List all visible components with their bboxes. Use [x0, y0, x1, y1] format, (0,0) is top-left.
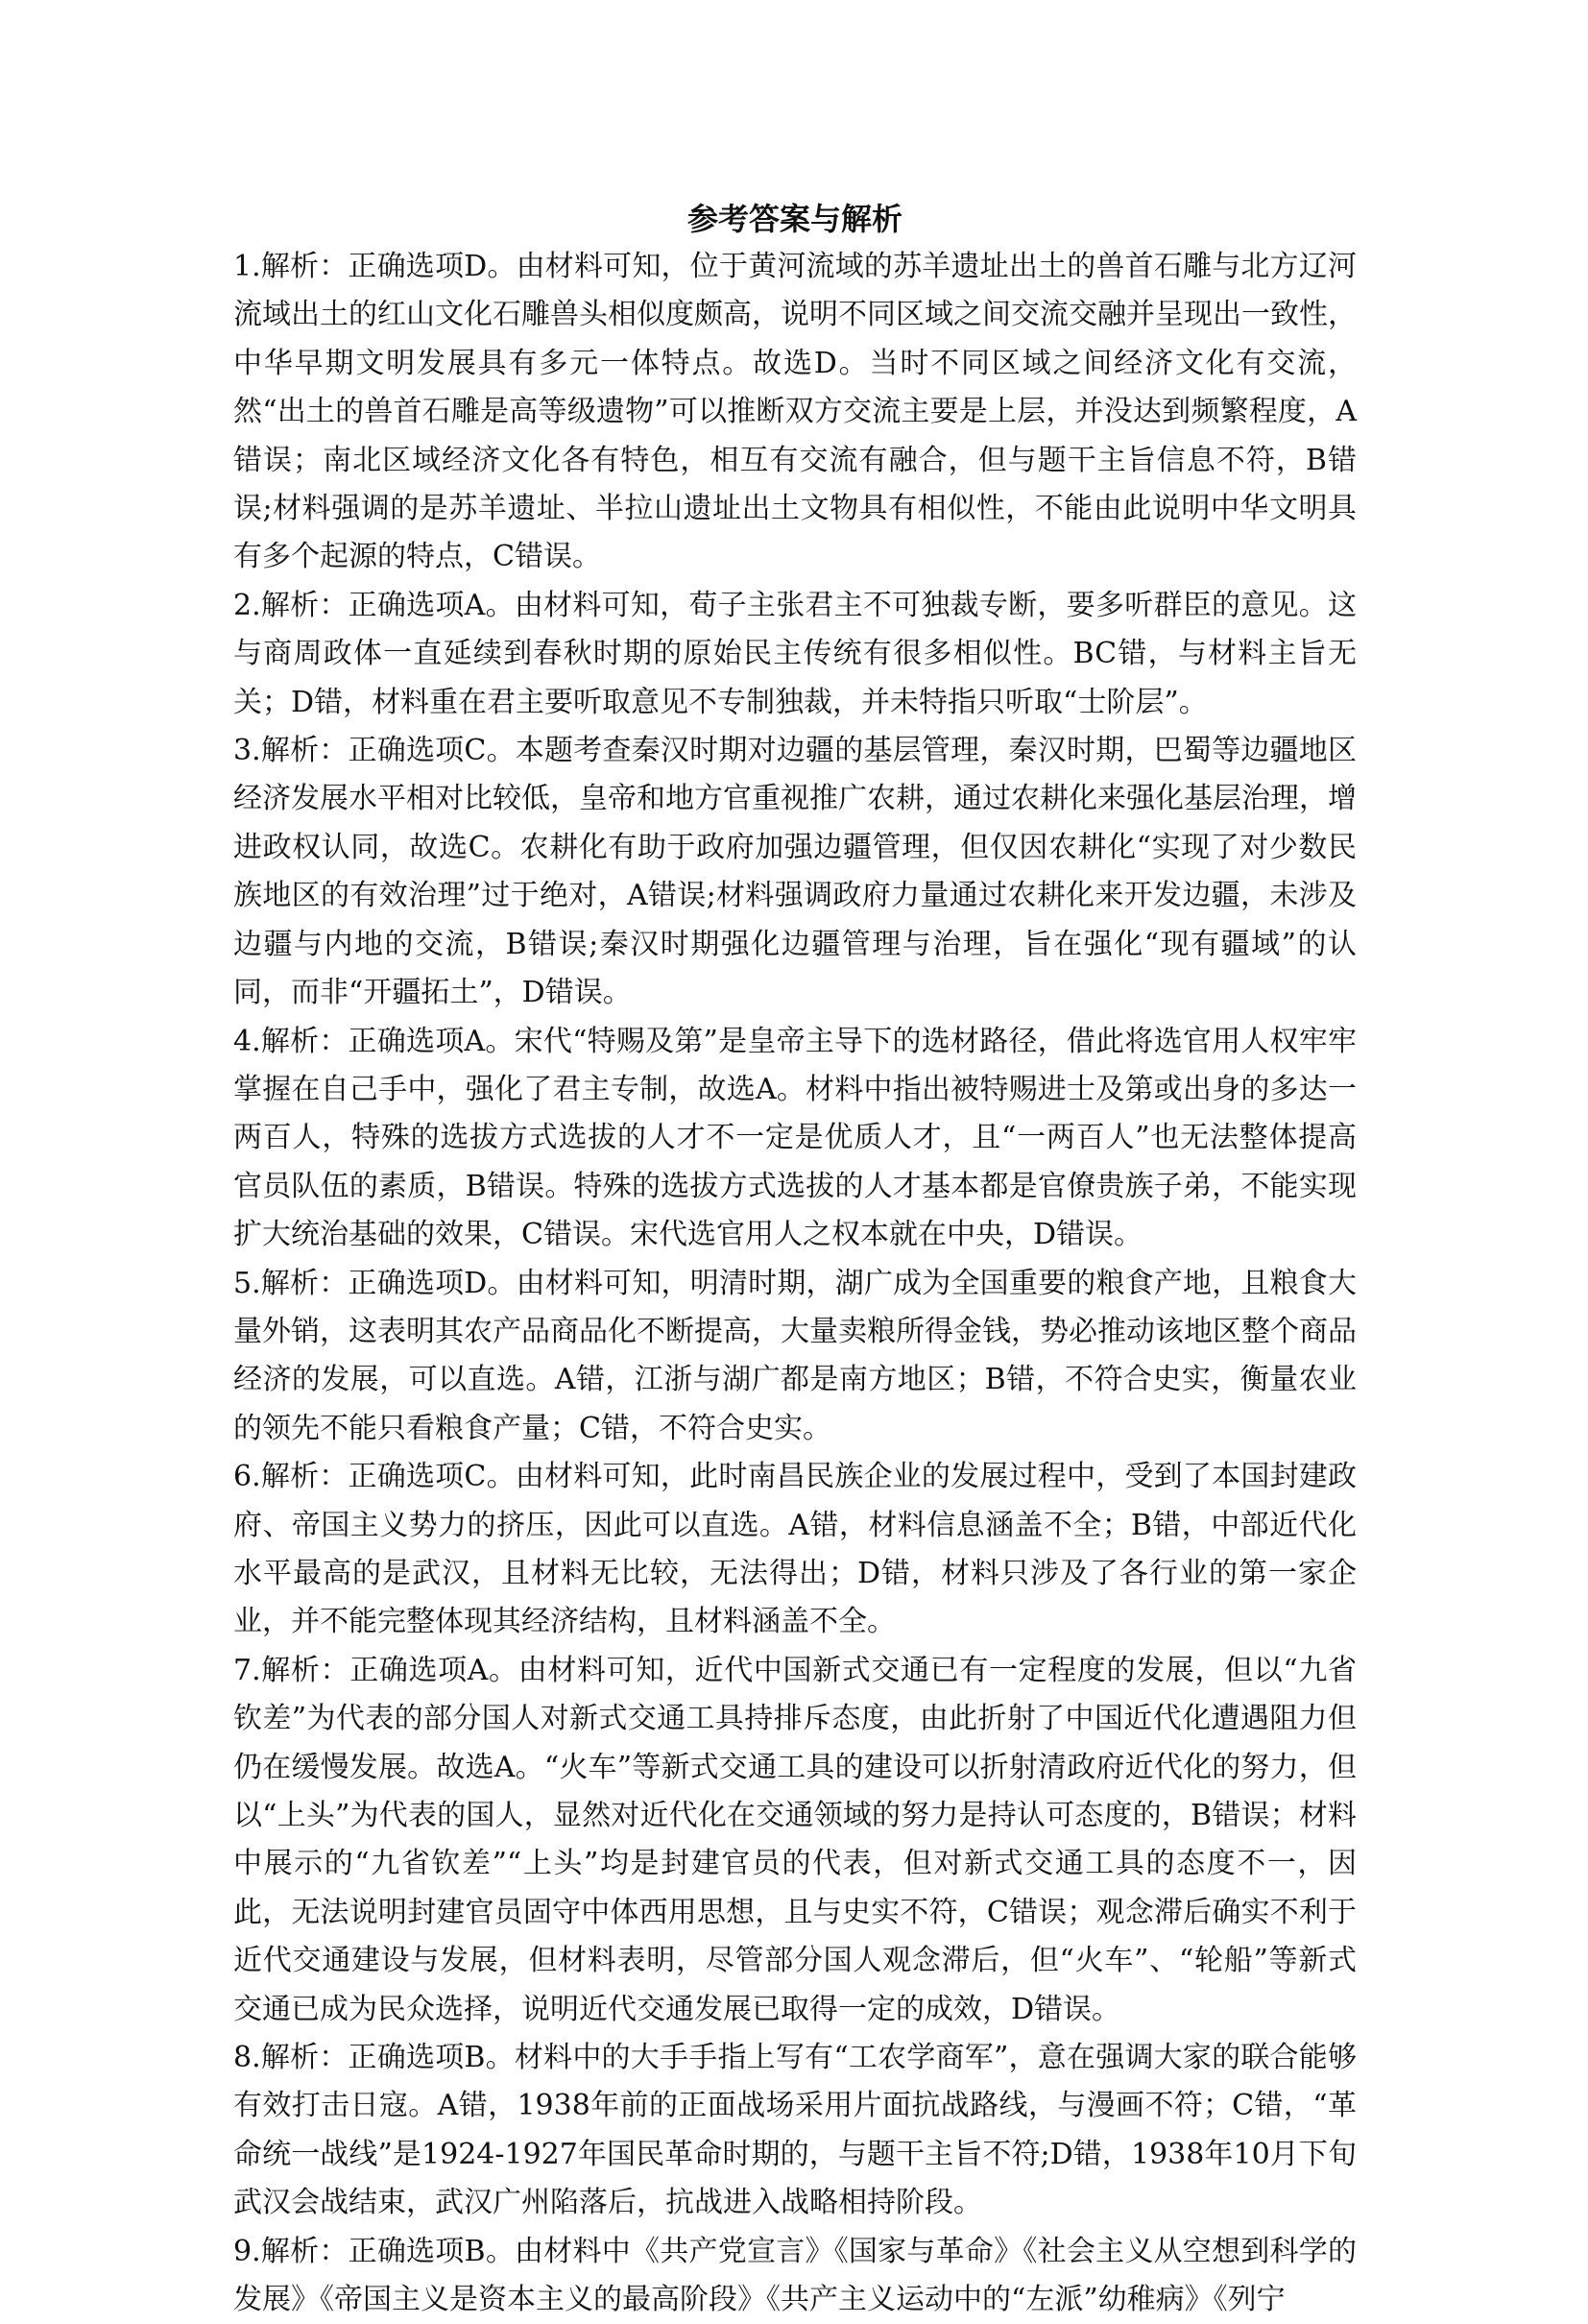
answer-item-8: 8.解析：正确选项B。材料中的大手手指上写有“工农学商军”，意在强调大家的联合能够有效打击日寇。A错，1938年前的正面战场采用片面抗战路线，与漫画不符；C错，“革命统一战线”是1924-1927年国民革命时期的，与题干主旨不符;D错，1938年10月下旬武汉会战结束，武汉广州陷落后，抗战进入战略相持阶段。	[233, 2041, 1357, 2220]
answer-item-7: 7.解析：正确选项A。由材料可知，近代中国新式交通已有一定程度的发展，但以“九省钦差”为代表的部分国人对新式交通工具持排斥态度，由此折射了中国近代化遭遇阻力但仍在缓慢发展。故选A。“火车”等新式交通工具的建设可以折射清政府近代化的努力，但以“上头”为代表的国人，显然对近代化在交通领域的努力是持认可态度的，B错误；材料中展示的“九省钦差”“上头”均是封建官员的代表，但对新式交通工具的态度不一，因此，无法说明封建官员固守中体西用思想，且与史实不符，C错误；观念滞后确实不利于近代交通建设与发展，但材料表明，尽管部分国人观念滞后，但“火车”、“轮船”等新式交通已成为民众选择，说明近代交通发展已取得一定的成效，D错误。	[233, 1653, 1357, 2026]
answer-item-6: 6.解析：正确选项C。由材料可知，此时南昌民族企业的发展过程中，受到了本国封建政府、帝国主义势力的挤压，因此可以直选。A错，材料信息涵盖不全；B错，中部近代化水平最高的是武汉，且材料无比较，无法得出；D错，材料只涉及了各行业的第一家企业，并不能完整体现其经济结构，且材料涵盖不全。	[233, 1460, 1357, 1639]
answer-item-5: 5.解析：正确选项D。由材料可知，明清时期，湖广成为全国重要的粮食产地，且粮食大量外销，这表明其农产品商品化不断提高，大量卖粮所得金钱，势必推动该地区整个商品经济的发展，可以直选。A错，江浙与湖广都是南方地区；B错，不符合史实，衡量农业的领先不能只看粮食产量；C错，不符合史实。	[233, 1266, 1357, 1445]
answer-item-9: 9.解析：正确选项B。由材料中《共产党宣言》《国家与革命》《社会主义从空想到科学的发展》《帝国主义是资本主义的最高阶段》《共产主义运动中的“左派”幼稚病》《列宁	[233, 2234, 1357, 2317]
answer-item-3: 3.解析：正确选项C。本题考查秦汉时期对边疆的基层管理，秦汉时期，巴蜀等边疆地区经济发展水平相对比较低，皇帝和地方官重视推广农耕，通过农耕化来强化基层治理，增进政权认同，故选C。农耕化有助于政府加强边疆管理，但仅因农耕化“实现了对少数民族地区的有效治理”过于绝对，A错误;材料强调政府力量通过农耕化来开发边疆，未涉及边疆与内地的交流，B错误;秦汉时期强化边疆管理与治理，旨在强化“现有疆域”的认同，而非“开疆拓土”，D错误。	[233, 734, 1357, 1010]
answer-document	[233, 187, 1357, 2324]
document-title: 参考答案与解析	[686, 201, 902, 237]
answer-item-1: 1.解析：正确选项D。由材料可知，位于黄河流域的苏羊遗址出土的兽首石雕与北方辽河流域出土的红山文化石雕兽头相似度颇高，说明不同区域之间交流交融并呈现出一致性，中华早期文明发展具有多元一体特点。故选D。当时不同区域之间经济文化有交流，然“出土的兽首石雕是高等级遗物”可以推断双方交流主要是上层，并没达到频繁程度，A错误；南北区域经济文化各有特色，相互有交流有融合，但与题干主旨信息不符，B错误;材料强调的是苏羊遗址、半拉山遗址出土文物具有相似性，不能由此说明中华文明具有多个起源的特点，C错误。	[233, 250, 1357, 574]
answer-item-2: 2.解析：正确选项A。由材料可知，荀子主张君主不可独裁专断，要多听群臣的意见。这与商周政体一直延续到春秋时期的原始民主传统有很多相似性。BC错，与材料主旨无关；D错，材料重在君主要听取意见不专制独裁，并未特指只听取“士阶层”。	[233, 588, 1357, 719]
answer-item-4: 4.解析：正确选项A。宋代“特赐及第”是皇帝主导下的选材路径，借此将选官用人权牢牢掌握在自己手中，强化了君主专制，故选A。材料中指出被特赐进士及第或出身的多达一两百人，特殊的选拔方式选拔的人才不一定是优质人才，且“一两百人”也无法整体提高官员队伍的素质，B错误。特殊的选拔方式选拔的人才基本都是官僚贵族子弟，不能实现扩大统治基础的效果，C错误。宋代选官用人之权本就在中央，D错误。	[233, 1024, 1357, 1252]
